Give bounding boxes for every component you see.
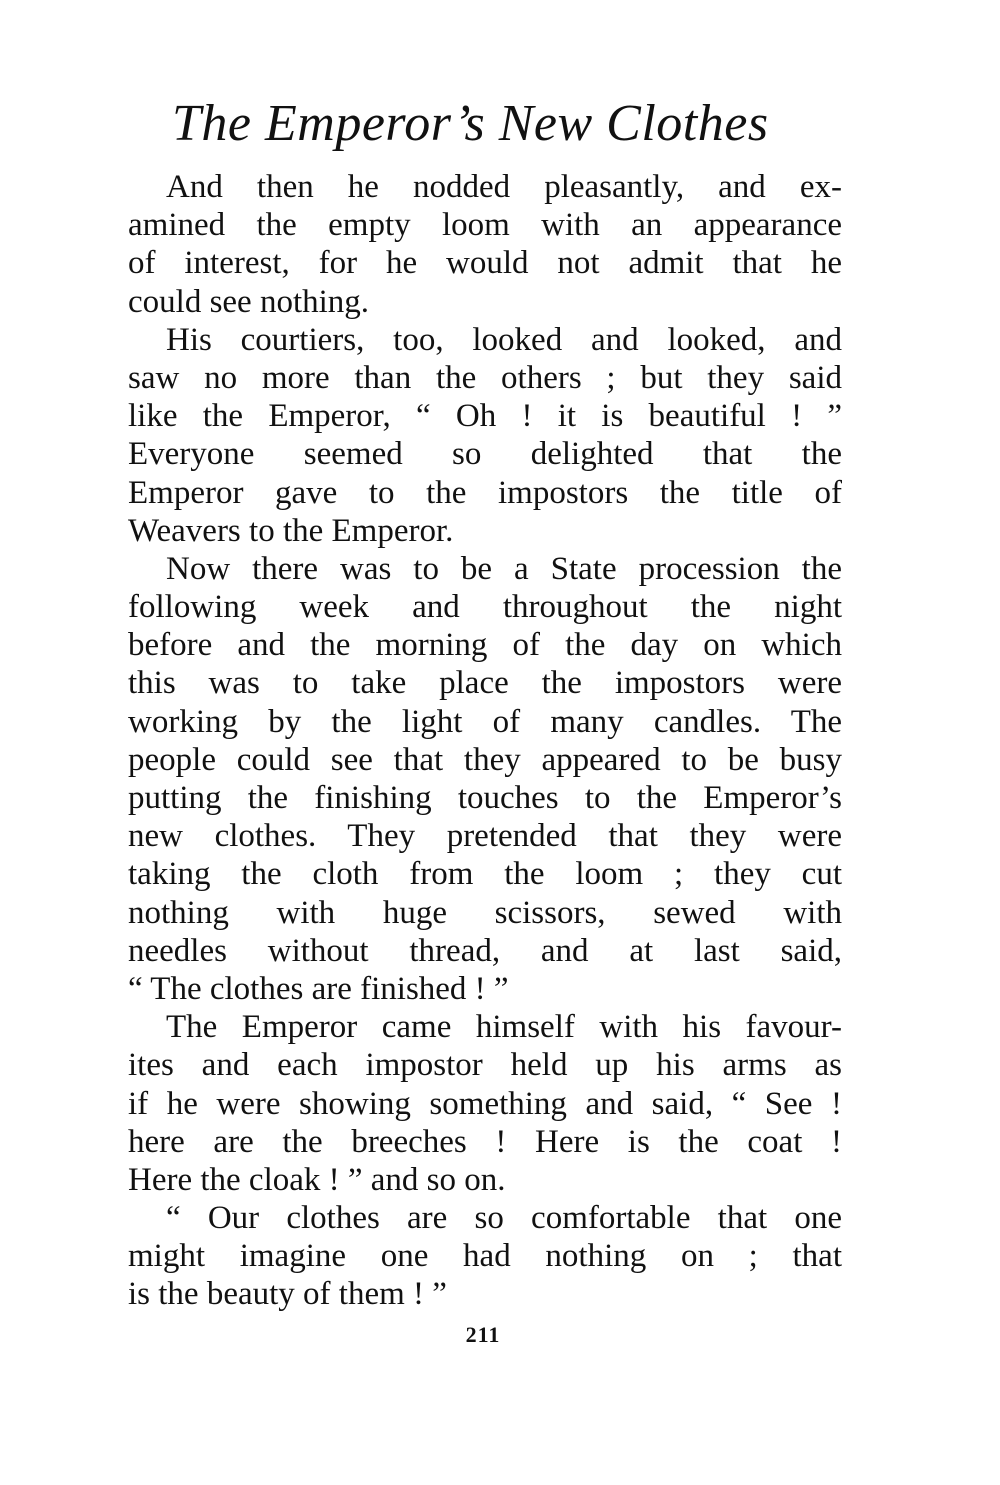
text-line: And then he nodded pleasantly, and ex- <box>166 169 842 205</box>
text-line: putting the finishing touches to the Emperor’s <box>128 780 842 816</box>
paragraph-3 <box>128 550 842 1008</box>
text-line: amined the empty loom with an appearance <box>128 207 842 244</box>
text-line: new clothes. They pretended that they were <box>128 818 842 855</box>
text-line: following week and throughout the night <box>128 589 842 626</box>
text-line: could see nothing. <box>128 283 370 320</box>
body-text <box>128 168 842 1314</box>
text-line: Everyone seemed so delighted that the <box>128 436 842 473</box>
text-line: The Emperor came himself with his favour- <box>166 1009 842 1046</box>
text-line: Weavers to the Emperor. <box>128 512 454 549</box>
text-line: might imagine one had nothing on ; that <box>128 1238 842 1275</box>
text-line: taking the cloth from the loom ; they cut <box>128 856 842 893</box>
text-line: here are the breeches ! Here is the coat ! <box>128 1123 842 1160</box>
page-number: 211 <box>465 1322 501 1347</box>
text-line: like the Emperor, “ Oh ! it is beautiful ! ” <box>128 398 842 435</box>
text-line: of interest, for he would not admit that he <box>128 245 842 282</box>
text-line: if he were showing something and said, “ See ! <box>128 1085 842 1122</box>
paragraph-1 <box>128 168 842 321</box>
text-line: before and the morning of the day on which <box>128 627 842 664</box>
text-line: people could see that they appeared to be busy <box>128 741 842 778</box>
text-line: this was to take place the impostors were <box>128 665 842 702</box>
text-line: needles without thread, and at last said, <box>128 932 842 969</box>
text-line: is the beauty of them ! ” <box>128 1276 447 1313</box>
running-head: The Emperor’s New Clothes <box>172 95 769 152</box>
paragraph-5 <box>128 1199 842 1314</box>
paragraph-4 <box>128 1008 842 1199</box>
text-line: saw no more than the others ; but they said <box>128 359 842 396</box>
paragraph-2 <box>128 321 842 550</box>
text-line: Here the cloak ! ” and so on. <box>128 1161 506 1198</box>
text-line: ites and each impostor held up his arms as <box>128 1047 842 1084</box>
text-line: His courtiers, too, looked and looked, and <box>166 321 842 358</box>
text-line: “ Our clothes are so comfortable that one <box>166 1200 842 1237</box>
text-line: Now there was to be a State procession the <box>166 550 842 587</box>
text-line: Emperor gave to the impostors the title of <box>128 474 842 511</box>
text-line: nothing with huge scissors, sewed with <box>128 894 842 931</box>
text-line: “ The clothes are finished ! ” <box>128 970 509 1007</box>
text-line: working by the light of many candles. The <box>128 703 842 740</box>
